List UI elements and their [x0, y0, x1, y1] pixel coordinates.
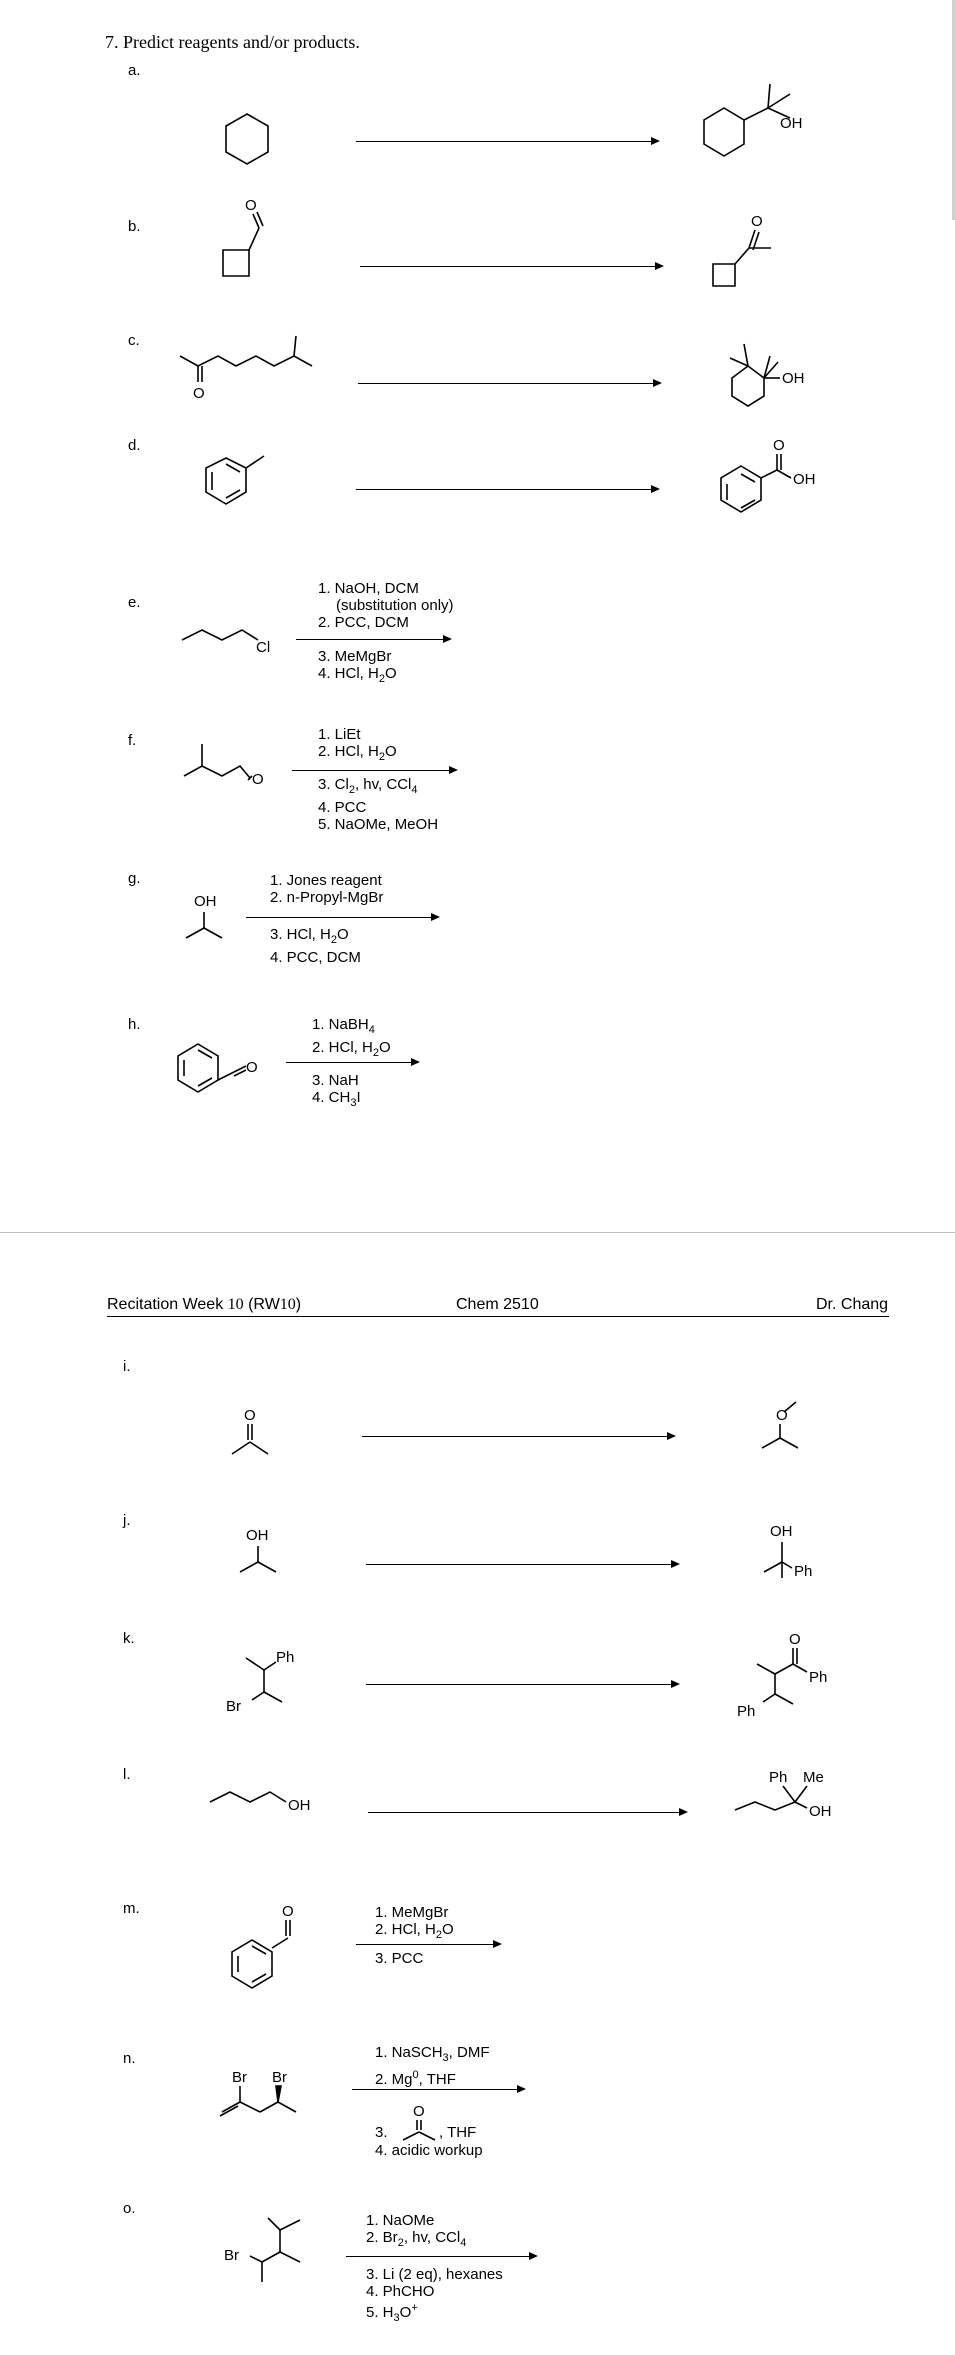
- header-center: Chem 2510: [456, 1296, 539, 1313]
- conditions-h: [312, 1016, 391, 1062]
- conditions-n: [375, 2044, 489, 2088]
- reactant-n-br2-label: Br: [272, 2069, 287, 2086]
- conditions-m-lower: [375, 1950, 423, 1967]
- bromo-phenyl-butane-structure: [220, 1640, 310, 1720]
- condition-n-3: 3. O , THF: [375, 2104, 483, 2142]
- condition-o-5: 5. $H_3O^+$: [366, 2302, 418, 2324]
- product-j-ph-label: Ph: [794, 1563, 813, 1580]
- product-k-o-label: O: [789, 1631, 801, 1648]
- condition-o-1: 1. NaOMe: [366, 2212, 435, 2229]
- product-l-ph-label: Ph: [769, 1769, 788, 1786]
- cyclobutanecarbaldehyde-structure: [215, 197, 295, 280]
- reactant-k-br-label: Br: [226, 1698, 241, 1715]
- condition-h-1: 1. NaBH$_4$: [312, 1016, 375, 1036]
- chloro-label: Cl: [256, 639, 271, 656]
- problem-letter-b: b.: [128, 218, 141, 235]
- isopropanol-structure: [180, 890, 240, 950]
- condition-f-1: 1. LiEt: [318, 726, 361, 743]
- reactant-k-ph-label: Ph: [276, 1649, 295, 1666]
- condition-m-3: 3. PCC: [375, 1950, 424, 1967]
- problem-letter-j: j.: [123, 1512, 131, 1529]
- condition-g-1: 1. Jones reagent: [270, 872, 382, 889]
- condition-f-4: 4. PCC: [318, 799, 367, 816]
- reaction-arrow-g: [246, 917, 438, 918]
- condition-m-1: 1. MeMgBr: [375, 1904, 449, 1921]
- butanol-structure: [208, 1776, 328, 1826]
- conditions-f-lower: [318, 776, 438, 833]
- condition-n-4: 4. acidic workup: [375, 2142, 483, 2159]
- problem-letter-c: c.: [128, 332, 140, 349]
- problem-letter-i: i.: [123, 1358, 131, 1375]
- condition-o-2: 2. $Br_2$, hv, CCl$_4$: [366, 2229, 467, 2249]
- product-k-ph2-label: Ph: [737, 1703, 756, 1720]
- reaction-arrow-f: [292, 770, 456, 771]
- product-j-oh-label: OH: [770, 1523, 793, 1540]
- condition-e-1b: (substitution only): [336, 597, 454, 614]
- problem-letter-k: k.: [123, 1630, 135, 1647]
- cyclohexane-structure: [222, 112, 272, 166]
- conditions-f: [318, 726, 397, 766]
- condition-n-2: 2. Mg$^0$, THF: [375, 2069, 456, 2088]
- butanol-oh-label: OH: [288, 1797, 311, 1814]
- condition-f-5: 5. NaOMe, MeOH: [318, 816, 439, 833]
- isopropyl-methyl-ether-structure: [748, 1394, 818, 1464]
- benzaldehyde-m-o-label: O: [282, 1903, 294, 1920]
- product-l-structure: [733, 1762, 853, 1832]
- condition-h-4: 4. $CH_3I$: [312, 1089, 361, 1109]
- reaction-arrow-i: [362, 1436, 674, 1437]
- isopropanol-j-structure: [230, 1524, 290, 1584]
- product-l-me-label: Me: [803, 1769, 824, 1786]
- acetone-o-label: O: [244, 1407, 256, 1424]
- conditions-m: [375, 1904, 454, 1944]
- acetone-structure: [222, 1404, 282, 1464]
- conditions-e: [318, 580, 454, 631]
- product-b-structure: [705, 208, 805, 292]
- reaction-arrow-c: [358, 383, 660, 384]
- benzoic-acid-structure: [715, 434, 835, 514]
- problem-letter-g: g.: [128, 870, 141, 887]
- condition-h-3: 3. NaH: [312, 1072, 359, 1089]
- reaction-arrow-o: [346, 2256, 536, 2257]
- aldehyde-o-label: O: [245, 197, 257, 214]
- dibromo-alkene-structure: [210, 2066, 310, 2136]
- condition-o-4: 4. PhCHO: [366, 2283, 435, 2300]
- condition-g-3: 3. HCl, $H_2O$: [270, 926, 349, 946]
- problem-letter-d: d.: [128, 437, 141, 454]
- problem-letter-m: m.: [123, 1900, 140, 1917]
- condition-n-1: 1. NaSCH$_3$, DMF: [375, 2044, 490, 2064]
- reaction-arrow-d: [356, 489, 658, 490]
- problem-letter-a: a.: [128, 62, 141, 79]
- conditions-g-lower: [270, 926, 361, 966]
- product-j-structure: [756, 1520, 846, 1590]
- reaction-arrow-a: [356, 141, 658, 142]
- reaction-arrow-k: [366, 1684, 678, 1685]
- conditions-o: [366, 2212, 466, 2252]
- conditions-h-lower: [312, 1072, 361, 1112]
- reactant-o-br-label: Br: [224, 2247, 239, 2264]
- condition-m-2: 2. HCl, $H_2O$: [375, 1921, 454, 1941]
- isovaleraldehyde-structure: [180, 728, 280, 798]
- condition-g-4: 4. PCC, DCM: [270, 949, 361, 966]
- benzaldehyde-m-structure: [226, 1900, 316, 1990]
- reaction-arrow-n: [352, 2089, 524, 2090]
- isopropanol-j-oh-label: OH: [246, 1527, 269, 1544]
- condition-e-4: 4. HCl, $H_2O$: [318, 665, 397, 685]
- isopropanol-oh-label: OH: [194, 893, 217, 910]
- acetone-reagent-o-label: O: [413, 2103, 425, 2120]
- condition-o-3: 3. Li (2 eq), hexanes: [366, 2266, 503, 2283]
- conditions-n-lower: [375, 2104, 483, 2160]
- chain-o-label: O: [193, 385, 205, 402]
- condition-e-1: 1. NaOH, DCM: [318, 580, 419, 597]
- aldehyde-f-o-label: O: [252, 771, 264, 788]
- bromo-alkane-structure: [220, 2210, 310, 2310]
- benzoic-o-label: O: [773, 437, 785, 454]
- condition-e-2: 2. PCC, DCM: [318, 614, 409, 631]
- ether-o-label: O: [776, 1407, 788, 1424]
- conditions-g: [270, 872, 383, 906]
- reaction-arrow-l: [368, 1812, 686, 1813]
- reaction-arrow-b: [360, 266, 662, 267]
- reaction-arrow-h: [286, 1062, 418, 1063]
- toluene-structure: [200, 448, 280, 508]
- reaction-arrow-m: [356, 1944, 500, 1945]
- reactant-n-br1-label: Br: [232, 2069, 247, 2086]
- benzoic-oh-label: OH: [793, 471, 816, 488]
- condition-g-2: 2. n-Propyl-MgBr: [270, 889, 384, 906]
- condition-f-2: 2. HCl, $H_2O$: [318, 743, 397, 763]
- problem-letter-h: h.: [128, 1016, 141, 1033]
- question-title: 7. Predict reagents and/or products.: [105, 32, 360, 52]
- product-a-oh-label: OH: [780, 115, 803, 132]
- condition-h-2: 2. HCl, $H_2O$: [312, 1039, 391, 1059]
- conditions-e-lower: [318, 648, 397, 688]
- problem-letter-o: o.: [123, 2200, 136, 2217]
- chloropropane-structure: [180, 618, 280, 668]
- ketone-chain-structure: [178, 320, 328, 400]
- problem-letter-n: n.: [123, 2050, 136, 2067]
- header-left: Recitation Week 10 (RW10): [107, 1296, 302, 1313]
- header-underline: [107, 1316, 889, 1317]
- conditions-o-lower: [366, 2266, 503, 2327]
- product-c-structure: [708, 332, 848, 408]
- reaction-arrow-j: [366, 1564, 678, 1565]
- product-c-oh-label: OH: [782, 370, 805, 387]
- reaction-arrow-e: [296, 639, 450, 640]
- product-k-structure: [735, 1632, 845, 1732]
- condition-e-3: 3. MeMgBr: [318, 648, 392, 665]
- product-k-ph-label: Ph: [809, 1669, 828, 1686]
- problem-letter-f: f.: [128, 732, 137, 749]
- product-a-structure: [700, 80, 850, 160]
- product-l-oh-label: OH: [809, 1803, 832, 1820]
- product-b-o-label: O: [751, 213, 763, 230]
- header-right: Dr. Chang: [816, 1296, 889, 1313]
- problem-letter-l: l.: [123, 1766, 131, 1783]
- benzaldehyde-o-label: O: [246, 1059, 258, 1076]
- condition-f-3: 3. $Cl_2$, hv, CCl$_4$: [318, 776, 418, 796]
- page-separator: [0, 1232, 955, 1233]
- problem-letter-e: e.: [128, 594, 141, 611]
- benzaldehyde-structure: [174, 1036, 274, 1106]
